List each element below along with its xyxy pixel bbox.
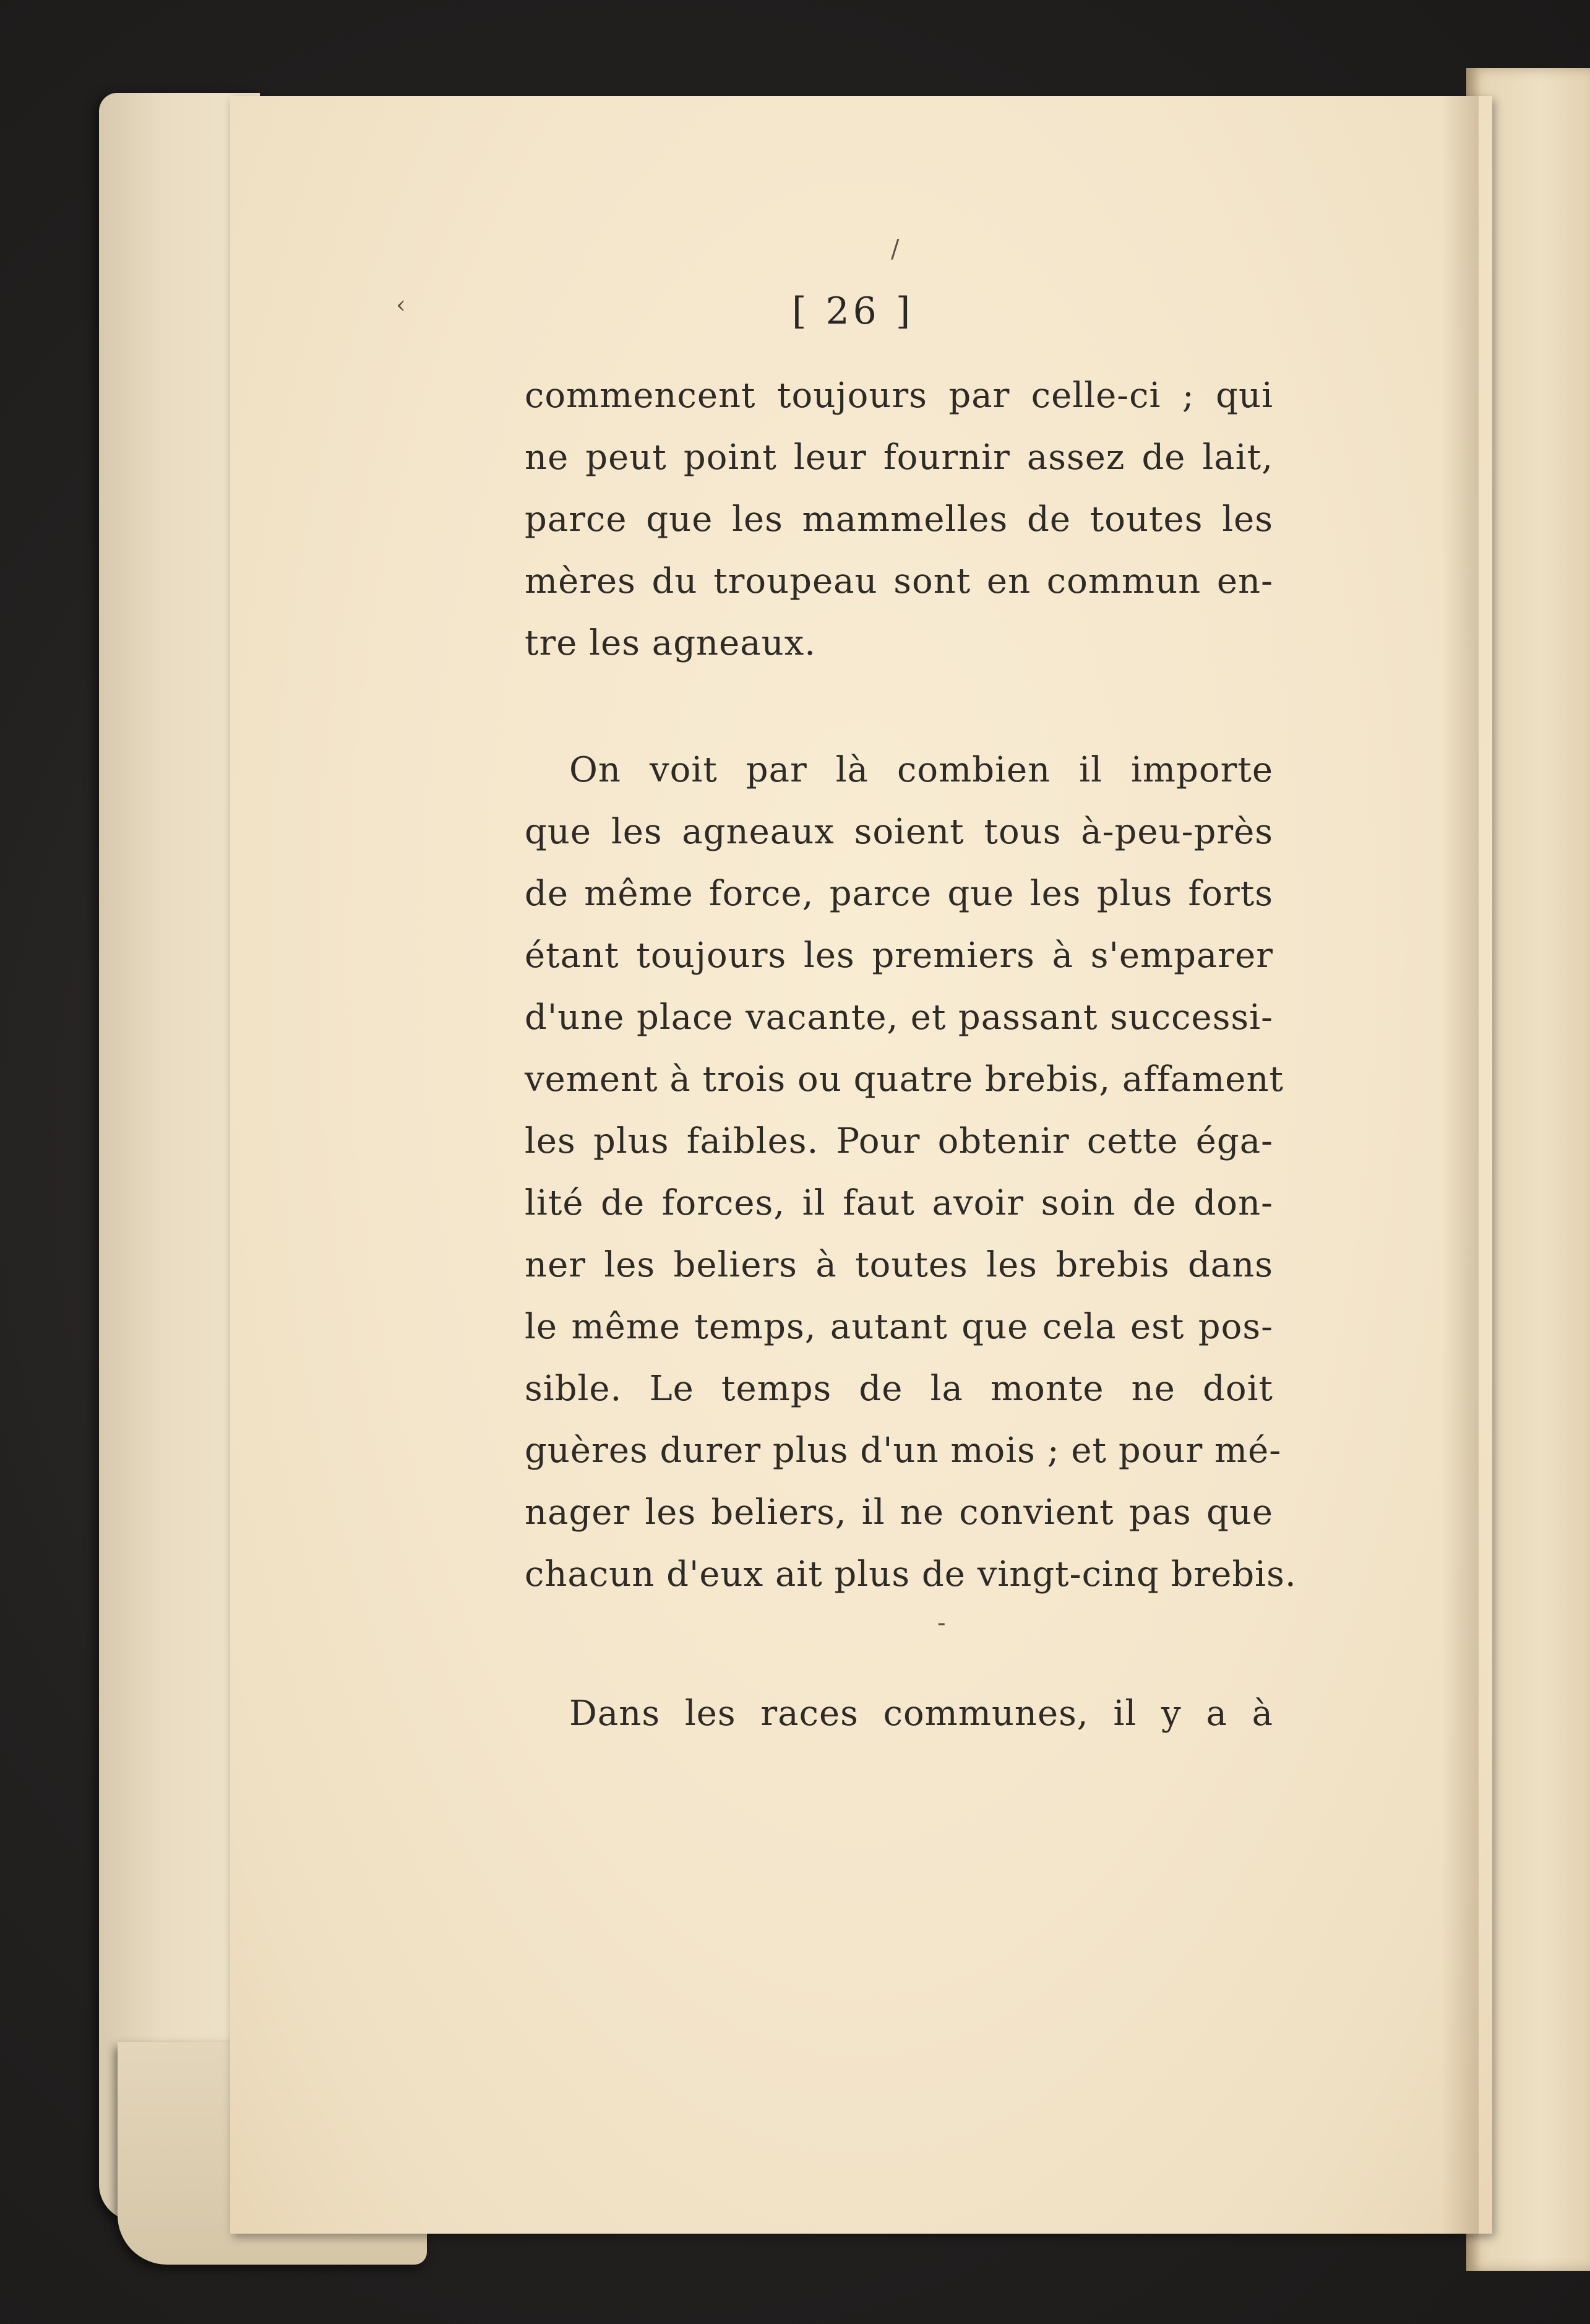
text-line: chacun d'eux ait plus de vingt-cinq brebis. — [525, 1554, 1297, 1595]
stray-mark: - — [937, 1609, 946, 1637]
text-line: le même temps, autant que cela est pos- — [525, 1307, 1273, 1347]
text-line: nager les beliers, il ne convient pas que — [525, 1492, 1273, 1533]
text-line: guères durer plus d'un mois ; et pour mé- — [525, 1431, 1282, 1471]
text-line: lité de forces, il faut avoir soin de don- — [525, 1183, 1273, 1223]
stray-mark: ‹ — [396, 291, 406, 319]
text-line: On voit par là combien il importe — [569, 750, 1273, 790]
text-line: sible. Le temps de la monte ne doit — [525, 1369, 1273, 1409]
text-line: mères du troupeau sont en commun en- — [525, 561, 1273, 601]
text-line: d'une place vacante, et passant successi- — [525, 997, 1273, 1038]
text-line: étant toujours les premiers à s'emparer — [525, 936, 1273, 976]
text-line: les plus faibles. Pour obtenir cette éga- — [525, 1121, 1273, 1161]
text-line: parce que les mammelles de toutes les — [525, 499, 1273, 540]
gutter-shadow — [1442, 96, 1479, 2234]
page-number: [ 26 ] — [792, 290, 914, 333]
text-line: Dans les races communes, il y a à — [569, 1694, 1273, 1734]
text-line: que les agneaux soient tous à-peu-près — [525, 812, 1273, 852]
text-line: commencent toujours par celle-ci ; qui — [525, 376, 1273, 416]
stray-mark: / — [891, 235, 900, 264]
text-line: ne peut point leur fournir assez de lait, — [525, 437, 1273, 478]
text-line: tre les agneaux. — [525, 623, 817, 663]
text-line: ner les beliers à toutes les brebis dans — [525, 1245, 1273, 1285]
text-line: vement à trois ou quatre brebis, affament — [525, 1059, 1284, 1100]
text-line: de même force, parce que les plus forts — [525, 874, 1273, 914]
